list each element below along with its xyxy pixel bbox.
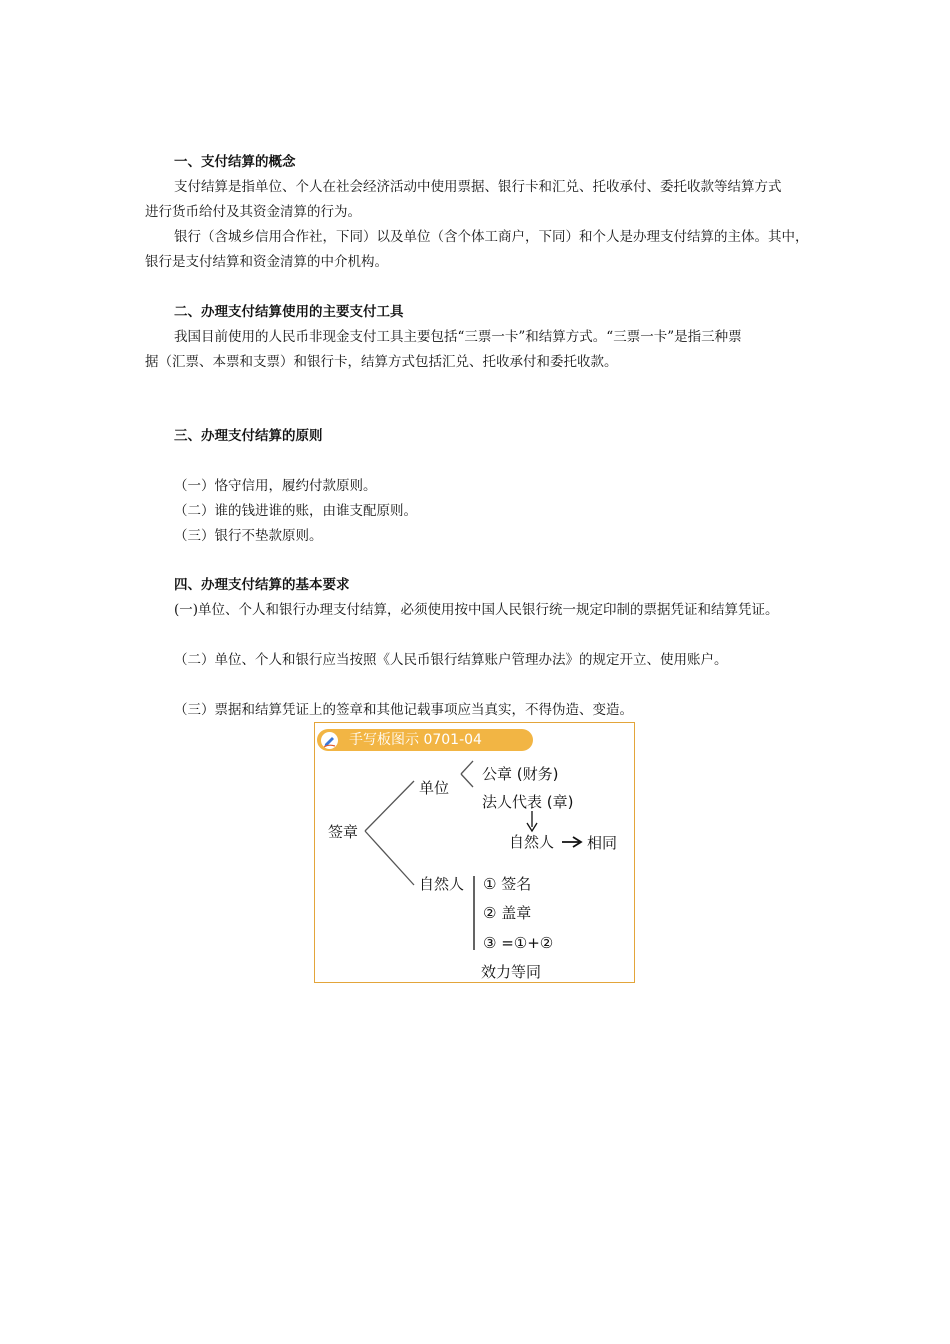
section4-item-2: （二）单位、个人和银行应当按照《人民币银行结算账户管理办法》的规定开立、使用账户。 <box>174 652 728 668</box>
section3-item-1: （一）恪守信用，履约付款原则。 <box>174 478 377 494</box>
section4-item-1: (一)单位、个人和银行办理支付结算，必须使用按中国人民银行统一规定印制的票据凭证和结算凭证。 <box>174 602 779 618</box>
signature-diagram <box>314 722 635 983</box>
section1-p2-line2: 银行是支付结算和资金清算的中介机构。 <box>145 254 388 270</box>
effect-label: 效力等同 <box>481 963 542 981</box>
section1-p1-line1: 支付结算是指单位、个人在社会经济活动中使用票据、银行卡和汇兑、托收承付、委托收款等结算方式 <box>174 179 782 195</box>
diagram-title: 手写板图示 0701-04 <box>349 732 482 748</box>
section2-p-line2: 据（汇票、本票和支票）和银行卡，结算方式包括汇兑、托收承付和委托收款。 <box>145 354 618 370</box>
diagram-connectors <box>315 723 636 984</box>
section2-heading: 二、办理支付结算使用的主要支付工具 <box>174 304 404 320</box>
section2-p-line1: 我国目前使用的人民币非现金支付工具主要包括“三票一卡”和结算方式。“三票一卡”是指三种票 <box>174 329 742 345</box>
section4-heading: 四、办理支付结算的基本要求 <box>174 577 350 593</box>
section1-heading: 一、支付结算的概念 <box>174 154 296 170</box>
same-label: 相同 <box>587 834 618 852</box>
option-both: ③ =①+② <box>483 934 554 952</box>
legal-rep-label: 法人代表 (章) <box>482 793 574 811</box>
section3-item-3: （三）银行不垫款原则。 <box>174 528 323 544</box>
section3-heading: 三、办理支付结算的原则 <box>174 428 323 444</box>
unit-label: 单位 <box>419 779 450 797</box>
section3-item-2: （二）谁的钱进谁的账，由谁支配原则。 <box>174 503 417 519</box>
natural-person-label: 自然人 <box>419 875 465 893</box>
section4-item-3: （三）票据和结算凭证上的签章和其他记载事项应当真实，不得伪造、变造。 <box>174 702 633 718</box>
natural-person-same-label: 自然人 <box>509 833 555 851</box>
root-label: 签章 <box>328 823 359 841</box>
section1-p2-line1: 银行（含城乡信用合作社，下同）以及单位（含个体工商户，下同）和个人是办理支付结算的主体。其中， <box>174 229 809 245</box>
section1-p1-line2: 进行货币给付及其资金清算的行为。 <box>145 204 361 220</box>
option-seal: ② 盖章 <box>483 904 532 922</box>
option-signature: ① 签名 <box>483 875 532 893</box>
unit-seal-label: 公章 (财务) <box>482 765 559 783</box>
